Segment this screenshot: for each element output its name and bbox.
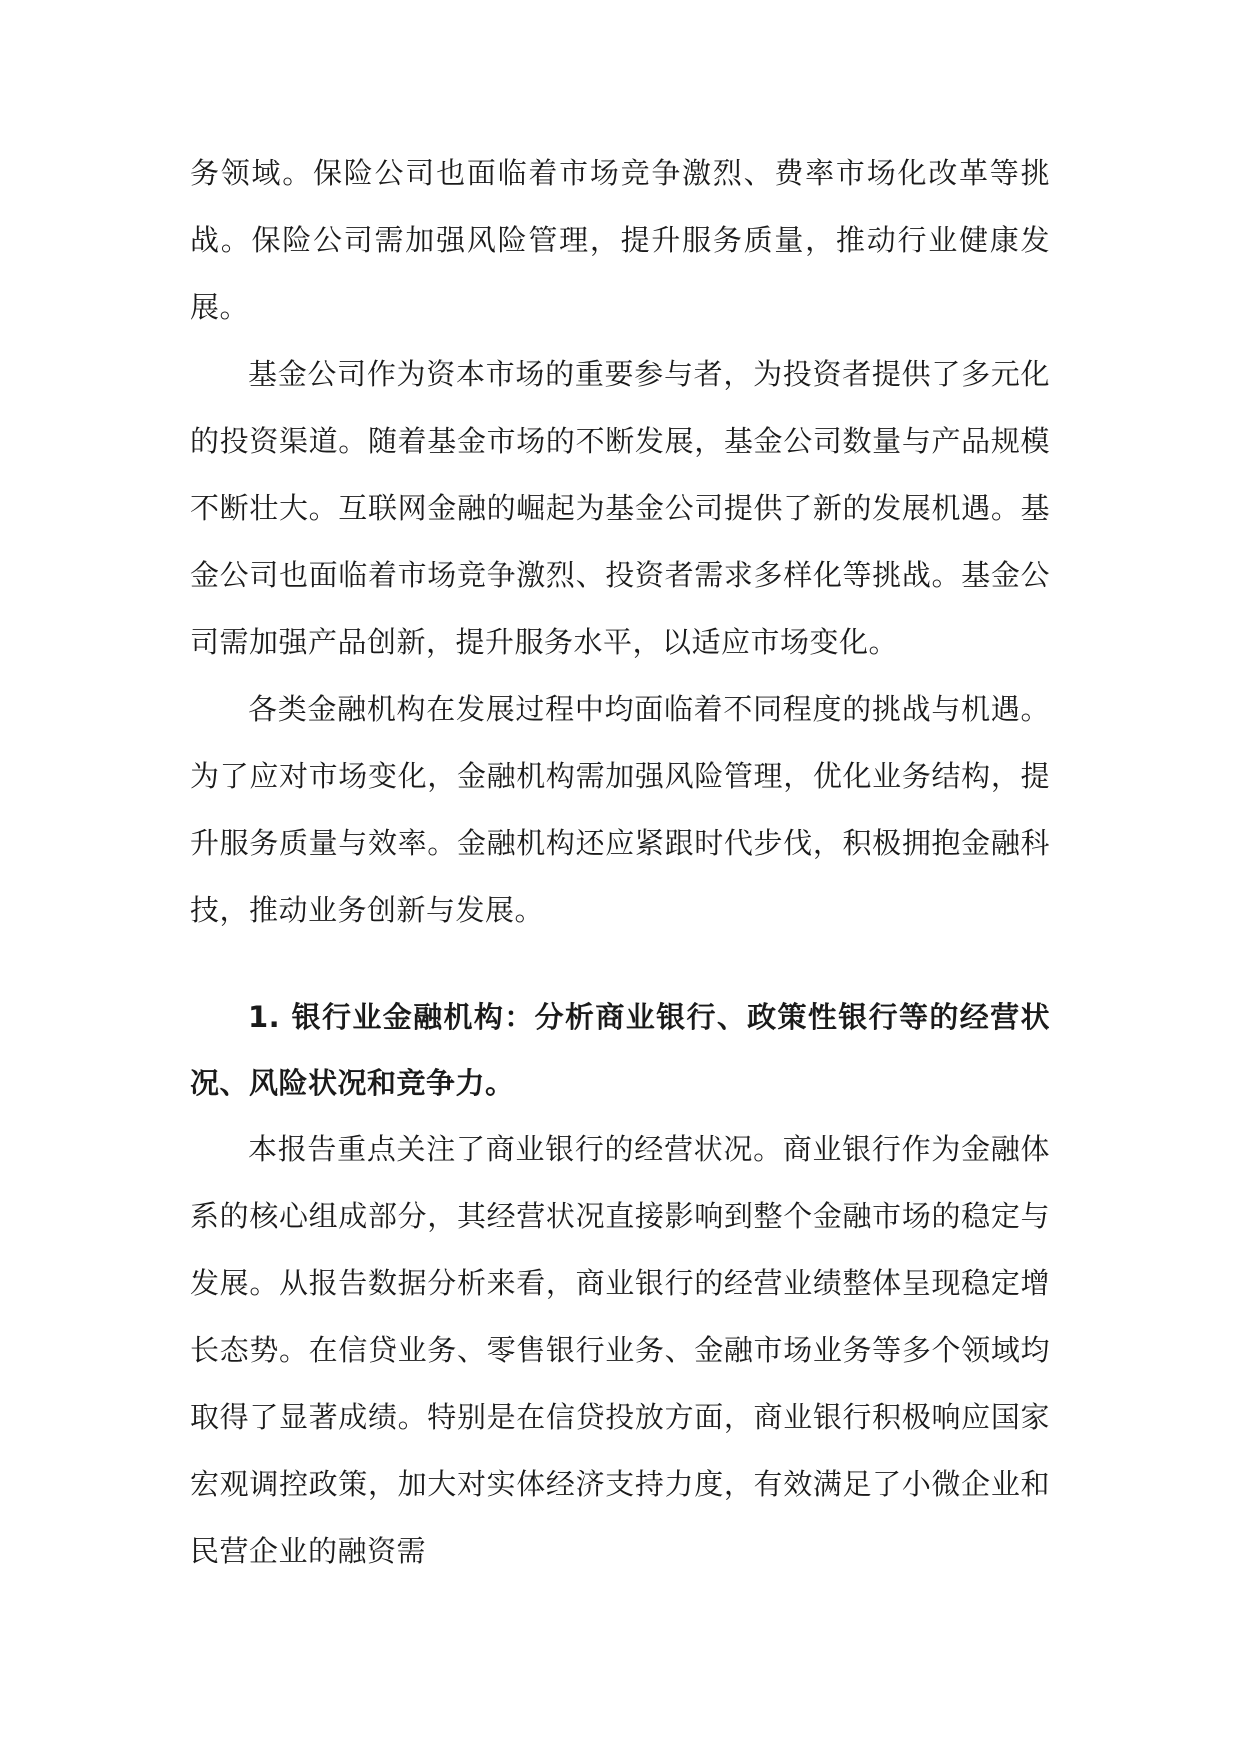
paragraph-insurance: 务领域。保险公司也面临着市场竞争激烈、费率市场化改革等挑战。保险公司需加强风险管理，提升服务质量，推动行业健康发展。	[190, 156, 1050, 324]
paragraph-commercial-banks: 本报告重点关注了商业银行的经营状况。商业银行作为金融体系的核心组成部分，其经营状况直接影响到整个金融市场的稳定与发展。从报告数据分析来看，商业银行的经营业绩整体呈现稳定增长态势。在信贷业务、零售银行业务、金融市场业务等多个领域均取得了显著成绩。特别是在信贷投放方面，商业银行积极响应国家宏观调控政策，加大对实体经济支持力度，有效满足了小微企业和民营企业的融资需	[190, 1132, 1050, 1568]
section-heading: 1. 银行业金融机构：分析商业银行、政策性银行等的经营状况、风险状况和竞争力。	[190, 1000, 1050, 1100]
paragraph-fund-companies: 基金公司作为资本市场的重要参与者，为投资者提供了多元化的投资渠道。随着基金市场的不断发展，基金公司数量与产品规模不断壮大。互联网金融的崛起为基金公司提供了新的发展机遇。基金公司也面临着市场竞争激烈、投资者需求多样化等挑战。基金公司需加强产品创新，提升服务水平，以适应市场变化。	[190, 357, 1050, 659]
paragraph-financial-institutions: 各类金融机构在发展过程中均面临着不同程度的挑战与机遇。为了应对市场变化，金融机构需加强风险管理，优化业务结构，提升服务质量与效率。金融机构还应紧跟时代步伐，积极拥抱金融科技，推动业务创新与发展。	[190, 692, 1050, 927]
document-body	[190, 140, 1050, 1585]
